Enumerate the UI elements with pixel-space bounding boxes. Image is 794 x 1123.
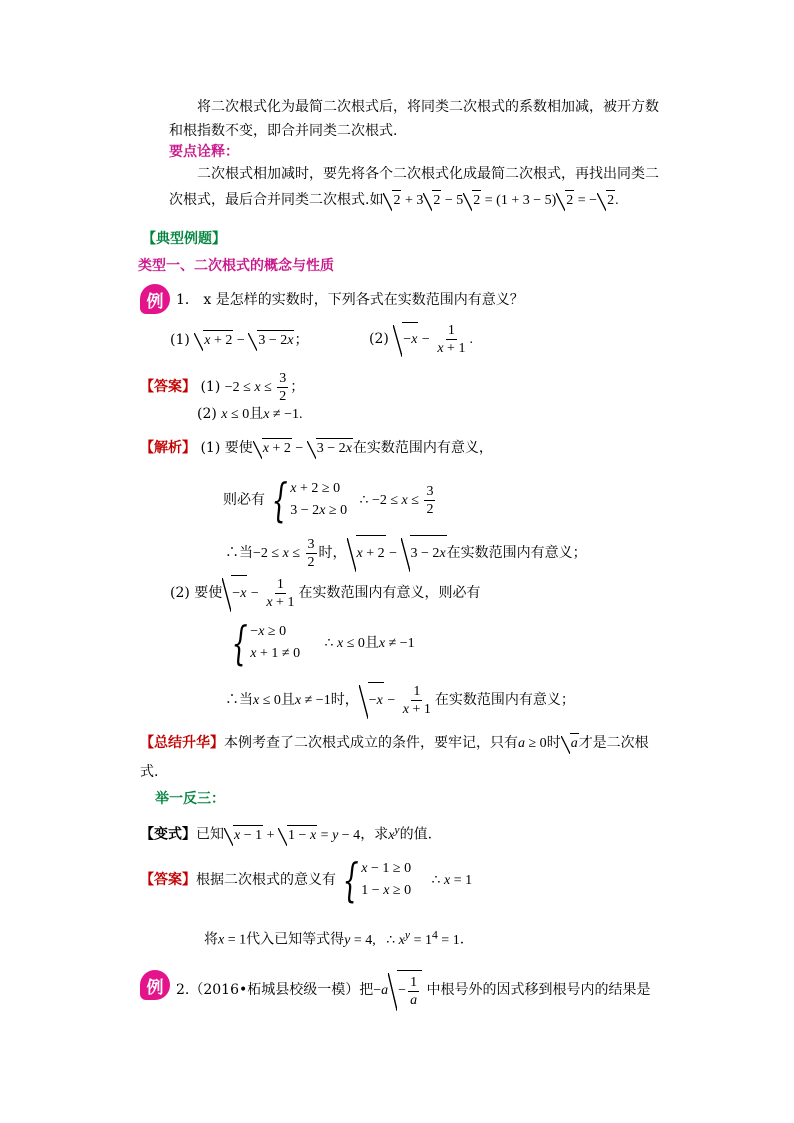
intro-line-2: 和根指数不变，即合并同类二次根式. xyxy=(169,123,398,139)
answer-2: (2) x ≤ 0且x ≠ −1. xyxy=(197,406,303,422)
q1-p1-label: (1) xyxy=(170,332,190,348)
summary-text-1: 本例考查了二次根式成立的条件，要牢记，只有 xyxy=(224,735,518,751)
key-points-formula: 2 + 3 2 − 5 2 = (1 + 3 − 5) 2 = − 2. xyxy=(383,193,618,208)
variant-line: 【变式】已知 x − 1 + 1 − x = y − 4，求$x^y$的值. xyxy=(140,820,432,846)
question-2-number: 2. xyxy=(176,982,190,998)
example-badge-2: 例 xyxy=(140,970,170,1000)
analysis-conclusion-1: ∴当−2 ≤ x ≤ $\frac{3}{2}$ 时， x + 2 − 3 − 2x在实数范围内有意义； xyxy=(225,535,587,572)
summary-text-3: 才是二次根 xyxy=(578,735,649,751)
analysis-when-2: ∴当 xyxy=(225,692,253,708)
answer-1: 【答案】 (1) −2 ≤ x ≤ $\frac{3}{2}$ ； xyxy=(140,371,305,405)
type-1-title: 类型一、二次根式的概念与性质 xyxy=(138,258,334,274)
variant-answer-text: 根据二次根式的意义有 xyxy=(196,872,336,888)
variant-post-2: 的值. xyxy=(399,826,433,843)
analysis-p1-label: (1) xyxy=(200,440,221,456)
key-points-line-1: 二次根式相加减时，要先将各个二次根式化成最简二次根式，再找出同类二 xyxy=(197,166,659,182)
analysis-meaningful-2: 在实数范围内有意义； xyxy=(434,692,575,708)
variant-answer-sub: 将x = 1代入已知等式得y = 4, ∴ $x^y = 1^4 = 1$. xyxy=(204,928,465,948)
question-1 xyxy=(176,290,524,310)
variant-pre: 已知 xyxy=(196,826,224,843)
variant-tag: 【变式】 xyxy=(140,826,196,843)
variant-post: ，求 xyxy=(360,826,389,843)
analysis-and-1: 且 xyxy=(364,635,379,651)
summary-line-1: 【总结升华】本例考查了二次根式成立的条件，要牢记，只有a ≥ 0时 a才是二次根 xyxy=(140,733,649,754)
question-1-number: 1． xyxy=(176,292,199,308)
analysis-p2-pre: 要使 xyxy=(194,585,223,601)
analysis-and-2: 且 xyxy=(280,692,295,708)
analysis-shi: 时， xyxy=(318,545,347,561)
answer-tag: 【答案】 xyxy=(140,379,196,395)
analysis-p1-post: 在实数范围内有意义， xyxy=(352,440,493,456)
question-1-part-1: (1) x + 2 − 3 − 2x； xyxy=(170,330,308,351)
question-2-text: 中根号外的因式移到根号内的结果是 xyxy=(426,982,651,998)
answer-p1-label: (1) xyxy=(200,379,221,395)
analysis-line-1: 【解析】 (1) 要使 x + 2 − 3 − 2x在实数范围内有意义， xyxy=(140,438,493,459)
question-1-text: x 是怎样的实数时，下列各式在实数范围内有意义？ xyxy=(203,292,524,308)
answer-p2-label: (2) xyxy=(197,406,217,422)
analysis-p2-label: (2) xyxy=(170,585,190,601)
analysis-p2-post: 在实数范围内有意义，则必有 xyxy=(298,585,481,601)
variant-answer-line: 【答案】根据二次根式的意义有 { x − 1 ≥ 0 1 − x ≥ 0 ∴ x = 1 xyxy=(140,853,473,907)
key-points-line-2 xyxy=(169,190,619,211)
analysis-conclusion-2: ∴当x ≤ 0且x ≠ −1时， −x − $\frac{1}{x + 1}$ 在实数范围内有意义； xyxy=(225,682,575,719)
question-2: 2.（2016•柘城县校级一模）把−a − $\frac{1}{a}$ 中根号外的因式移到根号内的结果是 xyxy=(176,970,651,1011)
analysis-tag: 【解析】 xyxy=(140,440,196,456)
section-title: 【典型例题】 xyxy=(142,231,226,247)
question-2-source: （2016•柘城县校级一模）把 xyxy=(189,982,374,998)
variant-sub-period: . xyxy=(459,931,465,948)
intro-line-1: 将二次根式化为最简二次根式后，将同类二次根式的系数相加减，被开方数 xyxy=(197,99,659,115)
extend-heading: 举一反三： xyxy=(155,791,225,807)
answer-and: 且 xyxy=(249,406,264,422)
analysis-when: ∴当 xyxy=(225,545,253,561)
summary-text-2: 时 xyxy=(546,735,561,751)
variant-sub-mid: 代入已知等式得 xyxy=(246,931,345,948)
example-badge-1: 例 xyxy=(140,284,170,314)
key-points-line-2-text: 次根式，最后合并同类二次根式.如 xyxy=(169,192,384,208)
variant-answer-tag: 【答案】 xyxy=(140,872,196,888)
variant-sub-pre: 将 xyxy=(204,931,218,948)
analysis-line-2: (2) 要使 −x − $\frac{1}{x + 1}$ 在实数范围内有意义，则必有 xyxy=(170,575,480,612)
analysis-shi-2: 时， xyxy=(330,692,359,708)
analysis-p1-pre: 要使 xyxy=(224,440,253,456)
analysis-system-1: 则必有 { x + 2 ≥ 0 3 − 2x ≥ 0 ∴ −2 ≤ x ≤ $\frac{3}{2}$ xyxy=(223,473,434,527)
key-points-heading: 要点诠释： xyxy=(169,144,239,160)
analysis-must: 则必有 xyxy=(223,492,265,508)
analysis-system-2: { −x ≥ 0 x + 1 ≠ 0 ∴ x ≤ 0且x ≠ −1 xyxy=(231,616,415,670)
q1-p2-label: (2) xyxy=(369,331,389,347)
question-1-part-2: (2) −x − $\frac{1}{x + 1}$ . xyxy=(369,323,473,357)
summary-tag: 【总结升华】 xyxy=(140,735,224,751)
summary-line-2: 式. xyxy=(140,764,159,780)
analysis-meaningful-1: 在实数范围内有意义； xyxy=(446,545,587,561)
